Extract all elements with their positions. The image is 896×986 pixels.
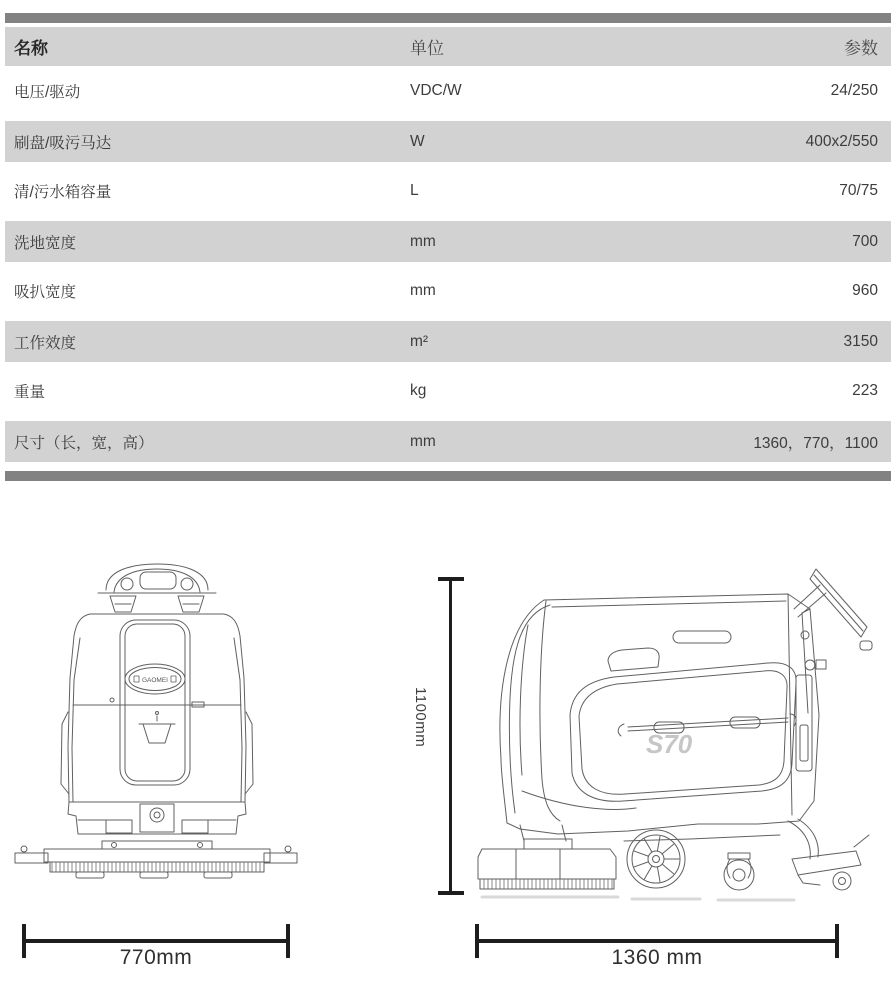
spec-value-cell: 223 (852, 382, 878, 399)
length-dimension-label: 1360 mm (611, 946, 703, 969)
spec-unit-cell: kg (410, 382, 427, 399)
table-row (5, 416, 891, 466)
table-row (5, 266, 891, 316)
width-dimension-label: 770mm (119, 946, 193, 969)
spec-unit-cell: VDC/W (410, 82, 462, 99)
spec-unit-cell: mm (410, 282, 436, 299)
front-view-drawing (14, 562, 298, 910)
dimension-line (449, 577, 452, 895)
spec-unit-cell: mm (410, 232, 436, 250)
dimension-line (22, 939, 290, 943)
spec-name-cell: 吸扒宽度 (14, 284, 77, 301)
height-dimension-label: 1100mm (412, 687, 429, 748)
column-header-value: 参数 (844, 39, 878, 58)
table-row (5, 116, 891, 166)
spec-value-cell: 3150 (843, 332, 878, 350)
side-view-svg (458, 563, 873, 908)
table-body (5, 66, 891, 466)
dimension-tick (438, 891, 464, 895)
dimension-line (475, 939, 839, 943)
spec-name-cell: 清/污水箱容量 (14, 184, 112, 201)
spec-value-cell: 400x2/550 (805, 132, 878, 150)
spec-value-cell: 70/75 (839, 182, 878, 199)
spec-table (5, 13, 891, 481)
spec-unit-cell: mm (410, 432, 436, 450)
table-row (5, 166, 891, 216)
spec-unit-cell: L (410, 182, 419, 199)
table-row (5, 366, 891, 416)
column-header-unit: 单位 (410, 39, 444, 58)
table-row (5, 66, 891, 116)
spec-value-cell: 1360，770，1100 (753, 434, 878, 452)
spec-name-cell: 尺寸（长，宽，高） (14, 434, 154, 452)
spec-value-cell: 24/250 (830, 82, 878, 99)
table-header-row (5, 27, 891, 66)
spec-value-cell: 960 (852, 282, 878, 299)
bottom-divider-bar (5, 471, 891, 481)
side-view-drawing (458, 563, 873, 908)
top-divider-bar (5, 13, 891, 23)
height-dimension-line (438, 577, 464, 895)
spec-name-cell: 刷盘/吸污马达 (14, 134, 112, 152)
table-row (5, 216, 891, 266)
model-label-text: S70 (646, 729, 693, 759)
gaomei-logo-text: GAOMEI (141, 677, 169, 684)
spec-name-cell: 电压/驱动 (14, 84, 81, 101)
spec-name-cell: 洗地宽度 (14, 234, 77, 252)
spec-unit-cell: m² (410, 332, 429, 350)
column-header-name: 名称 (14, 39, 48, 58)
spec-name-cell: 重量 (14, 384, 46, 401)
spec-name-cell: 工作效度 (14, 334, 77, 352)
table-row (5, 316, 891, 366)
spec-value-cell: 700 (852, 232, 878, 250)
wheel-spokes (634, 836, 679, 881)
front-view-svg (14, 562, 298, 910)
spec-unit-cell: W (410, 132, 425, 150)
